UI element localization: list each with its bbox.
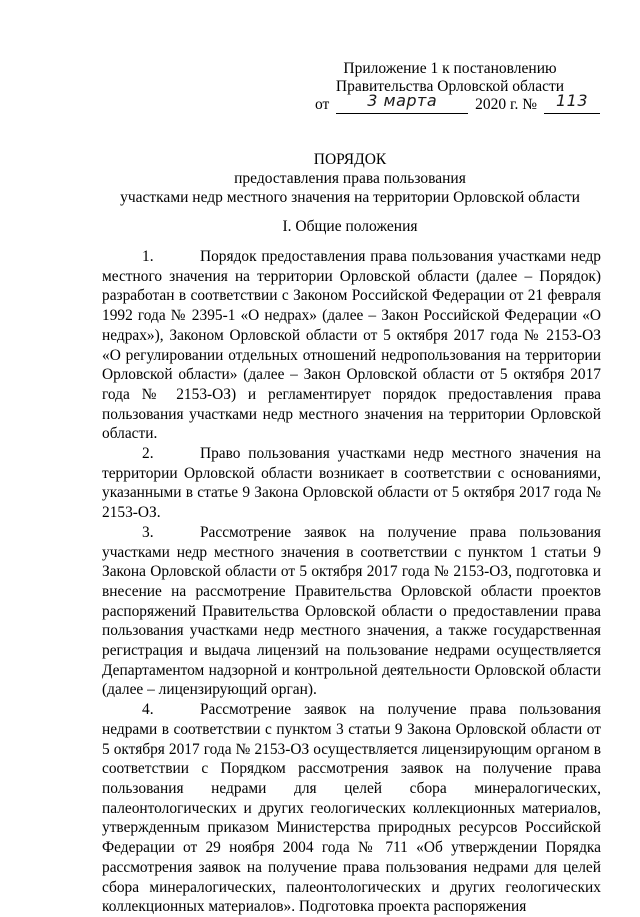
title-main: ПОРЯДОК [313,151,387,168]
government-line: Правительства Орловской области [335,78,565,95]
paragraph-text: Рассмотрение заявок на получение права пользования участками недр местного значения в соответствии с пунктом 1 статьи 9 Закона Орловской области от 5 октября 2017 года № 2153-ОЗ, подготовка и внесение на рассмотрение Правительства Орловской области проектов распоряжений Правительства Орловской области о предоставлении права пользования участками недр местного значения, а также государственная регистрация и выдача лицензий на пользование недрами осуществляется Департаментом надзорной и контрольной деятельности Орловской области (далее – лицензирующий орган). [102,523,601,699]
paragraph-number: 3. [142,523,154,541]
approval-header [300,60,600,114]
paragraph-number: 1. [142,248,154,265]
paragraph-text: Порядок предоставления права пользования участками недр местного значения на территории Орловской области (далее – Порядок) разработан в соответствии с Законом Российской Федерации от 21 февраля 1992 года № 2395-1 «О недрах» (далее – Закон Российской Федерации «О недрах»), Законом Орловской области от 5 октября 2017 года № 2153-ОЗ «О регулировании отдельных отношений недропользования на территории Орловской области» (далее – Закон Орловской области от 5 октября 2017 года № 2153-ОЗ) и регламентирует порядок предоставления права пользования участками недр местного значения на территории Орловской области. [102,248,601,443]
date-blank [336,91,468,114]
title-subtitle-2: участками недр местного значения на территории Орловской области [120,189,580,206]
handwritten-number: 113 [555,91,588,110]
year-number-label: 2020 г. № [475,96,538,113]
from-label: от [315,96,330,113]
section-heading: I. Общие положения [282,218,418,235]
paragraph-number: 4. [142,701,154,719]
number-blank [544,91,600,114]
paragraph-4 [102,700,601,917]
paragraph-text: Рассмотрение заявок на получение права пользования недрами в соответствии с пунктом 3 статьи 9 Закона Орловской области от 5 октября 2017 года № 2153-ОЗ осуществляется лицензирующим органом в соответствии с Порядком рассмотрения заявок на получение права пользования недрами для целей сбора минералогических, палеонтологических и других геологических коллекционных материалов, утвержденным приказом Министерства природных ресурсов Российской Федерации от 29 ноября 2004 года № 711 «Об утверждении Порядка рассмотрения заявок на получение права пользования недрами для целей сбора минералогических, палеонтологических и других геологических коллекционных материалов». Подготовка проекта распоряжения [102,701,601,916]
paragraph-1 [102,247,601,444]
paragraph-text: Право пользования участками недр местного значения на территории Орловской области возникает в соответствии с основаниями, указанными в статье 9 Закона Орловской области от 5 октября 2017 года № 2153-ОЗ. [102,445,601,522]
title-subtitle-1: предоставления права пользования [234,170,466,187]
paragraph-2 [102,444,601,523]
handwritten-date: 3 марта [367,91,438,110]
annex-line: Приложение 1 к постановлению [343,60,557,77]
paragraph-3 [102,523,601,700]
body-text [102,247,601,917]
paragraph-number: 2. [142,445,154,463]
date-number-row [315,91,600,114]
document-title [90,150,610,207]
